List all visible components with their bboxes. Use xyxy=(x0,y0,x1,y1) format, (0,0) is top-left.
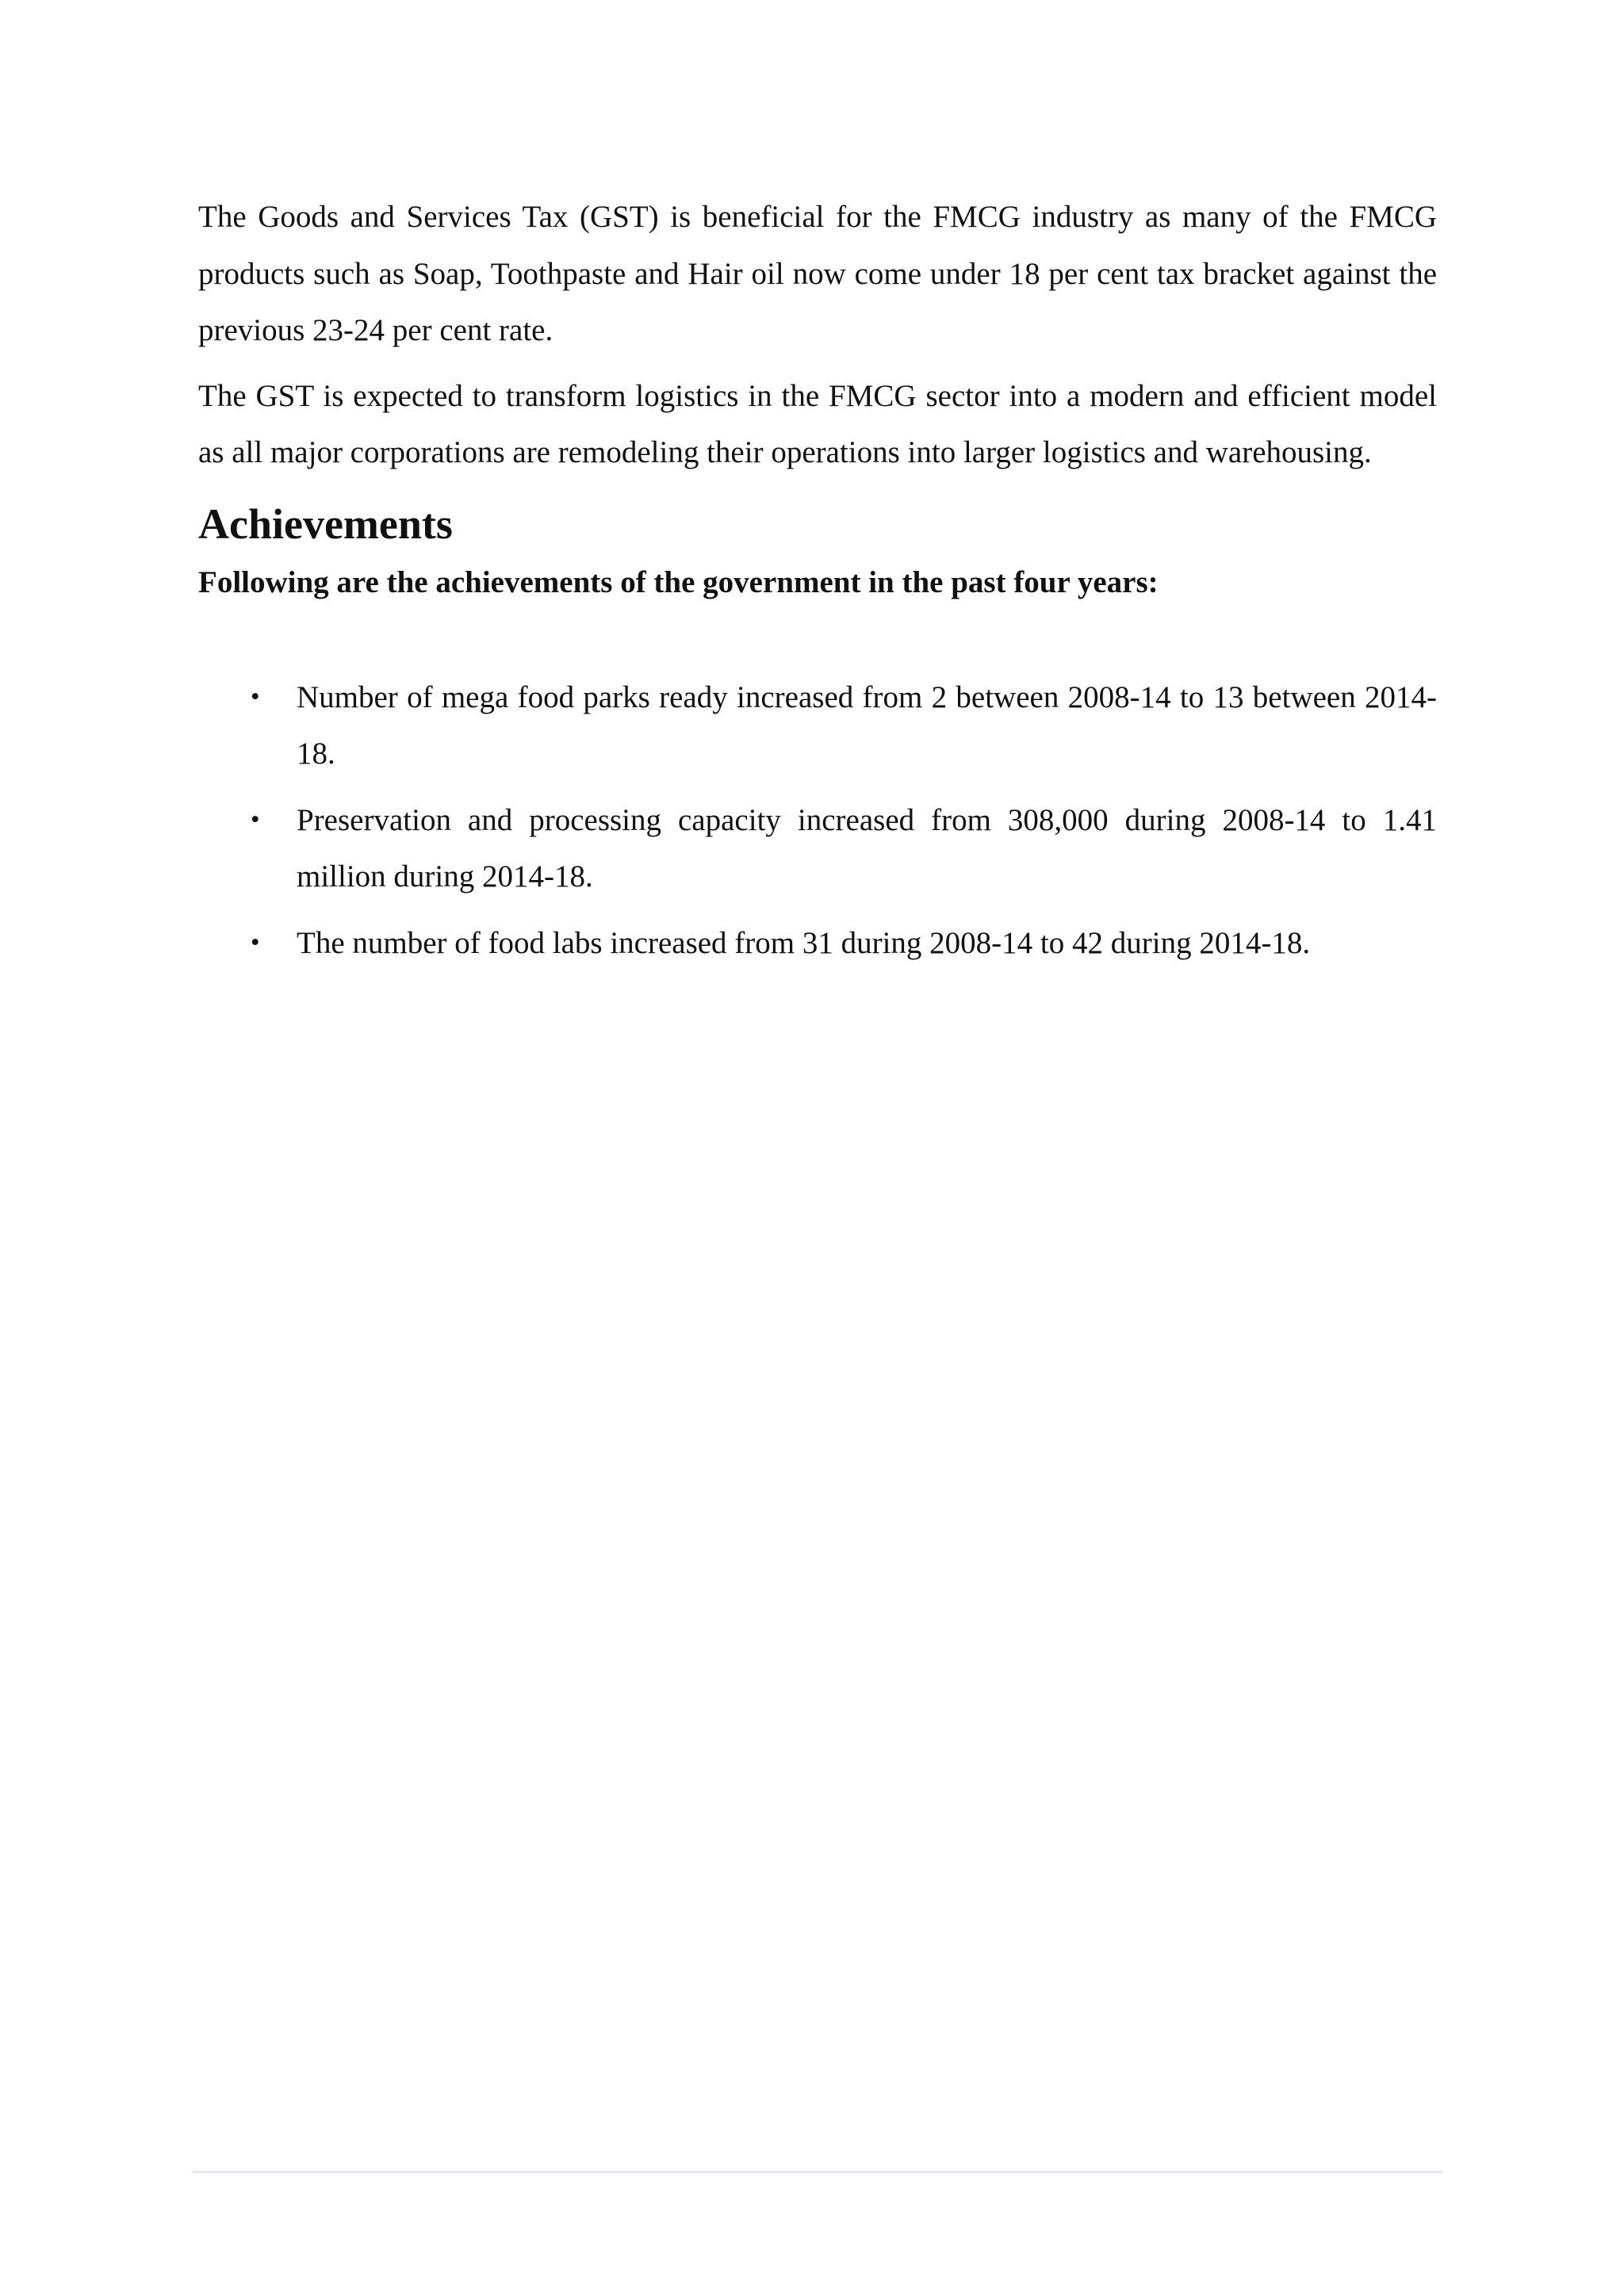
achievements-intro: Following are the achievements of the government in the past four years: xyxy=(198,564,1159,599)
gst-benefit-paragraph: The Goods and Services Tax (GST) is beneficial for the FMCG industry as many of the FMCG products such as Soap, Toothpaste and Hair oil now come under 18 per cent tax bracket against the previous 23-24 per cent rate. xyxy=(198,200,1437,347)
achievements-heading: Achievements xyxy=(198,499,453,548)
bullet-icon: • xyxy=(251,928,260,957)
bullet-icon: • xyxy=(251,682,260,711)
list-item-text: Preservation and processing capacity increased from 308,000 during 2008-14 to 1.41 million during 2014-18. xyxy=(297,802,1437,894)
page-content xyxy=(198,189,1437,971)
list-item-text: The number of food labs increased from 31 during 2008-14 to 42 during 2014-18. xyxy=(297,925,1311,960)
list-item-text: Number of mega food parks ready increased from 2 between 2008-14 to 13 between 2014-18. xyxy=(297,679,1437,771)
gst-logistics-paragraph: The GST is expected to transform logistics in the FMCG sector into a modern and efficient model as all major corporations are remodeling their operations into larger logistics and warehousing. xyxy=(198,378,1437,469)
bullet-icon: • xyxy=(251,805,260,834)
list-item xyxy=(198,669,1437,783)
list-item xyxy=(198,915,1437,972)
achievements-list xyxy=(198,669,1437,972)
footer-divider xyxy=(193,2171,1442,2173)
list-item xyxy=(198,792,1437,905)
